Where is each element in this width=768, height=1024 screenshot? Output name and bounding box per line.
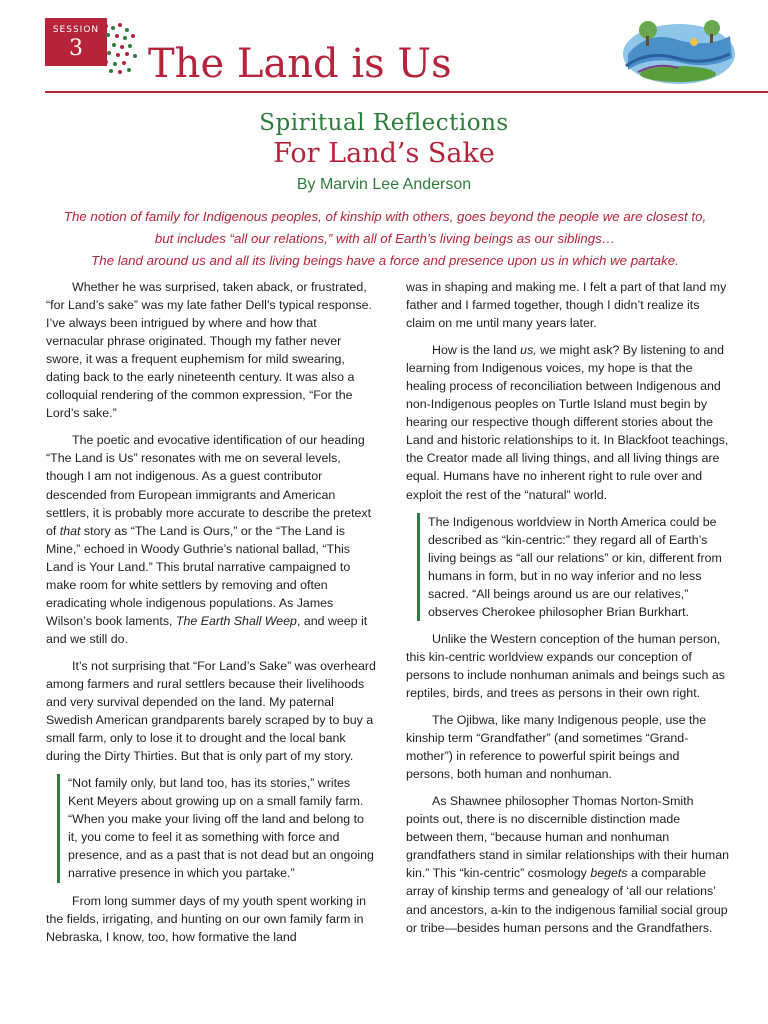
page-header	[0, 0, 768, 95]
paragraph: The poetic and evocative identification of our heading “The Land is Us” resonates with me on several levels, though I am not indigenous. As a guest contributor descended from European immigrants and American settlers, it is probably more accurate to describe the pretext of that story as “The Land is Ours,” or the “The Land is Mine,” echoed in Woody Guthrie’s national ballad, “This Land is Your Land.” This brutal narrative campaigned to make room for white settlers by removing and often eradicating whole indigenous populations. As James Wilson’s book laments, The Earth Shall Weep, and weep it and we still do.	[46, 433, 372, 646]
intro-line: The land around us and all its living beings have a force and presence upon us in which we partake.	[91, 253, 679, 268]
quote-text: The Indigenous worldview in North America could be described as “kin-centric:” they regard all of Earth’s living beings as “all our relations” or kin, different from humans in form, but in no way inferior and no less sacred. “All beings around us are our relatives,” observes Cherokee philosopher Brian Burkhart.	[428, 514, 722, 619]
article-headline: For Land’s Sake	[273, 138, 495, 169]
paragraph: It’s not surprising that “For Land’s Sake” was overheard among farmers and rural settlers because their livelihoods and very survival depended on the land. My paternal Swedish American grandparents barely scraped by to buy a small farm, only to lose it to drought and the local bank during the Dirty Thirties. But that is only part of my story.	[46, 658, 376, 764]
left-column	[46, 278, 376, 955]
intro-line: The notion of family for Indigenous peoples, of kinship with others, goes beyond the people we are closest to,	[63, 209, 707, 224]
paragraph: How is the land us, we might ask? By listening to and learning from Indigenous voices, my hope is that the healing process of reconciliation between Indigenous and non-Indigenous peoples on Turtle Island must begin by hearing our respective though different stories about the Land and historic relationships to it. In Blackfoot teachings, the Creator made all living things, and all living things are equal. Humans have no inherent right to rule over and exploit the rest of the “natural” world.	[406, 343, 729, 502]
pull-quote	[417, 513, 729, 621]
landscape-river-painting-icon	[618, 10, 740, 90]
session-badge	[45, 18, 107, 66]
dot-pattern-icon	[100, 22, 140, 78]
book-title: The Earth Shall Weep	[175, 613, 297, 628]
right-column	[406, 278, 729, 946]
paragraph: As Shawnee philosopher Thomas Norton-Smith points out, there is no discernible distinction made between them, “because human and nonhuman grandfathers stand in similar relationships with their human kin.” This “kin-centric” cosmology begets a comparable array of kinship terms and genealogy of ‘all our relations’ and ancestors, a-kin to the indigenous familial social group or tribe—besides human persons and the Grandfathers.	[406, 794, 730, 935]
session-title: The Land is Us	[148, 41, 452, 87]
paragraph: From long summer days of my youth spent working in the fields, irrigating, and hunting on our own family farm in Nebraska, I know, too, how formative the land	[46, 893, 367, 944]
intro-blurb	[46, 206, 724, 272]
pull-quote	[57, 774, 376, 882]
section-kicker: Spiritual Reflections	[259, 110, 509, 136]
session-label: SESSION	[52, 25, 100, 35]
paragraph: The Ojibwa, like many Indigenous people, use the kinship term “Grandfather” (and sometimes “Grand-mother”) in reference to powerful spirit beings and persons, both human and nonhuman.	[406, 713, 707, 782]
header-rule	[45, 91, 768, 93]
quote-text: “Not family only, but land too, has its stories,” writes Kent Meyers about growing up on a small family farm. “When you make your living off the land and belong to it, you come to feel it as something with force and presence, and as a past that is not dead but an ongoing narrative presence in which you partake.”	[68, 776, 374, 881]
paragraph: Unlike the Western conception of the human person, this kin-centric worldview expands our conception of persons to include nonhuman animals and beings such as reptiles, birds, and trees as persons in their own right.	[406, 631, 725, 700]
intro-line: but includes “all our relations,” with all of Earth’s living beings as our siblings…	[154, 231, 616, 246]
paragraph: Whether he was surprised, taken aback, or frustrated, “for Land’s sake” was my late father Dell’s typical response. I’ve always been intrigued by where and how that vernacular phrase originated. Though my father never swore, it was a frequent euphemism for mild swearing, dating back to the early nineteenth century. It was also a colloquial rendering of the common expression, “For the Lord’s sake.”	[46, 280, 372, 421]
article-byline: By Marvin Lee Anderson	[296, 176, 472, 193]
paragraph: was in shaping and making me. I felt a part of that land my father and I farmed together, though I didn’t realize its claim on me until many years later.	[406, 280, 727, 331]
session-number: 3	[69, 36, 83, 61]
